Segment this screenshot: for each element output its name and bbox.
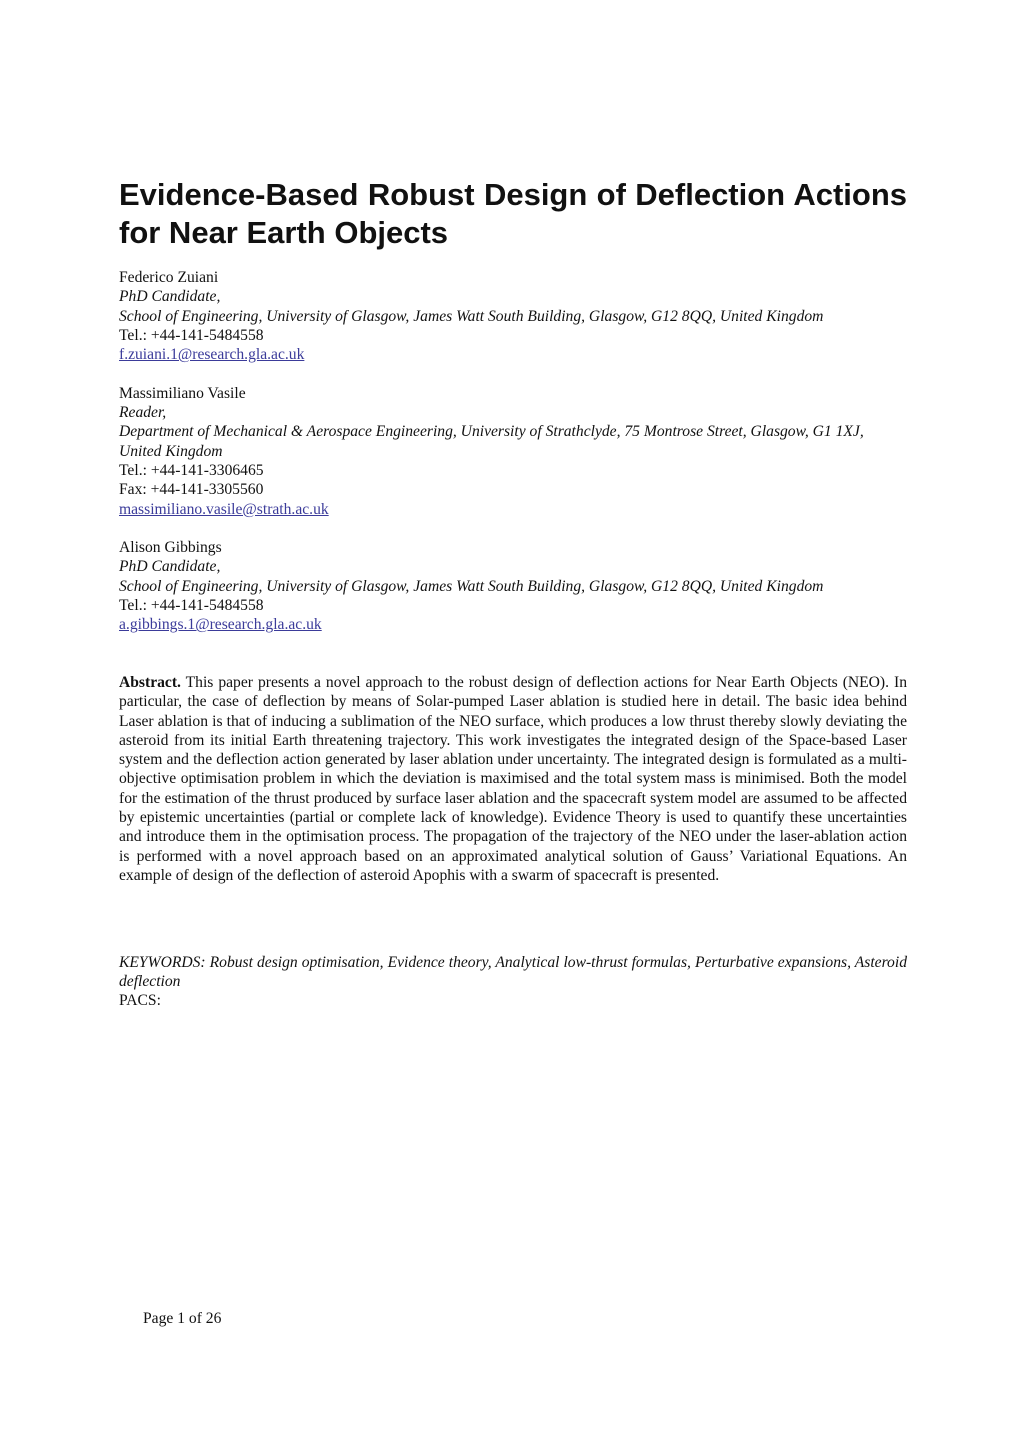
abstract-label: Abstract. (119, 674, 181, 691)
author-affiliation: Department of Mechanical & Aerospace Engineering, University of Strathclyde, 75 Montrose Street, Glasgow, G1 1XJ, United Kingdom (119, 423, 864, 460)
author-position: Reader, (119, 404, 167, 422)
author-name: Federico Zuiani (119, 269, 219, 286)
author-block-zuiani (119, 268, 907, 364)
author-email-link[interactable]: f.zuiani.1@research.gla.ac.uk (119, 346, 305, 364)
author-position: PhD Candidate, (119, 288, 221, 306)
author-list (119, 268, 907, 654)
author-block-gibbings (119, 538, 907, 634)
pacs-label: PACS: (119, 992, 161, 1009)
author-affiliation: School of Engineering, University of Glasgow, James Watt South Building, Glasgow, G12 8QQ, United Kingdom (119, 307, 824, 325)
author-name: Alison Gibbings (119, 539, 222, 557)
paper-title: Evidence-Based Robust Design of Deflection Actions for Near Earth Objects (119, 177, 907, 250)
author-telephone: Tel.: +44-141-5484558 (119, 597, 264, 615)
page-number: Page 1 of 26 (143, 1310, 222, 1327)
author-affiliation: School of Engineering, University of Glasgow, James Watt South Building, Glasgow, G12 8QQ, United Kingdom (119, 577, 824, 595)
author-email-link[interactable]: a.gibbings.1@research.gla.ac.uk (119, 616, 322, 634)
author-block-vasile (119, 384, 907, 519)
keywords-line: KEYWORDS: Robust design optimisation, Evidence theory, Analytical low-thrust formulas, Perturbative expansions, Asteroid deflection (119, 954, 907, 991)
author-telephone: Tel.: +44-141-5484558 (119, 326, 264, 344)
author-email-link[interactable]: massimiliano.vasile@strath.ac.uk (119, 500, 329, 518)
author-telephone: Tel.: +44-141-3306465 (119, 461, 264, 479)
abstract-paragraph (119, 673, 907, 885)
author-fax: Fax: +44-141-3305560 (119, 481, 264, 499)
author-position: PhD Candidate, (119, 558, 221, 576)
abstract-text: This paper presents a novel approach to the robust design of deflection actions for Near Earth Objects (NEO). In particular, the case of deflection by means of Solar-pumped Laser ablation is studied here in detail. The basic idea behind Laser ablation is that of inducing a sublimation of the NEO surface, which produces a low thrust thereby slowly deviating the asteroid from its initial Earth threatening trajectory. This work investigates the integrated design of the Space-based Laser system and the deflection action generated by laser ablation under uncertainty. The integrated design is formulated as a multi-objective optimisation problem in which the deviation is maximised and the total system mass is minimised. Both the model for the estimation of the thrust produced by surface laser ablation and the spacecraft system model are assumed to be affected by epistemic uncertainties (partial or complete lack of knowledge). Evidence Theory is used to quantify these uncertainties and introduce them in the optimisation process. The propagation of the trajectory of the NEO under the laser-ablation action is performed with a novel approach based on an approximated analytical solution of Gauss’ Variational Equations. An example of design of the deflection of asteroid Apophis with a swarm of spacecraft is presented. (119, 674, 907, 884)
author-name: Massimiliano Vasile (119, 384, 246, 402)
